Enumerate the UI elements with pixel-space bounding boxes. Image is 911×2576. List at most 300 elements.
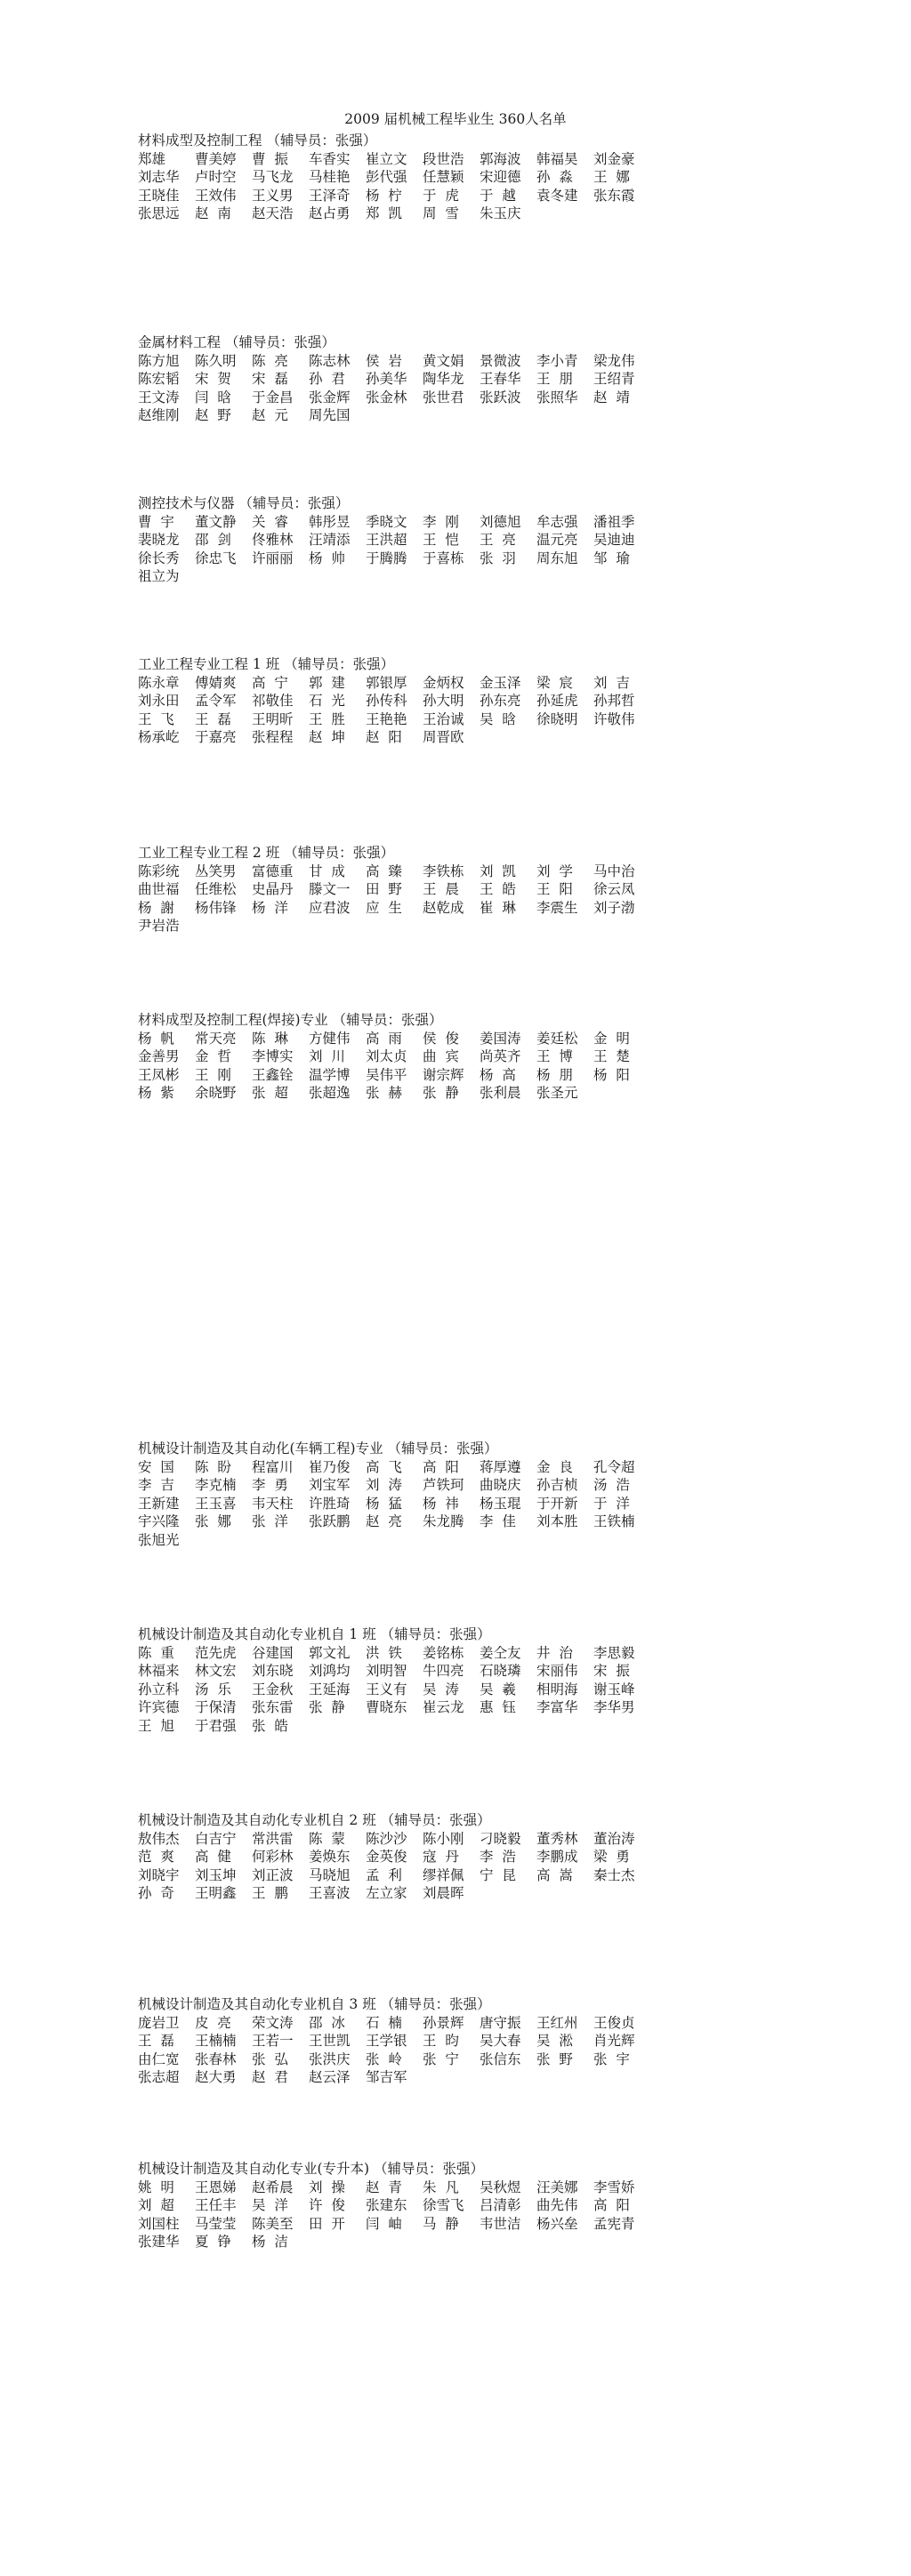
name-list bbox=[138, 1644, 650, 1736]
student-name: 荣文涛 bbox=[252, 2014, 294, 2031]
student-name: 周 雪 bbox=[423, 205, 459, 221]
student-name: 刘子渤 bbox=[593, 899, 635, 916]
student-name: 陈志林 bbox=[309, 352, 351, 369]
student-name: 王 旭 bbox=[138, 1717, 174, 1734]
name-list bbox=[138, 513, 650, 586]
student-name: 温学博 bbox=[309, 1066, 351, 1083]
student-name: 孙邦哲 bbox=[593, 693, 635, 709]
student-name: 寇 丹 bbox=[423, 1849, 459, 1865]
student-name: 陈 琳 bbox=[252, 1030, 288, 1047]
student-name: 汪美娜 bbox=[536, 2179, 578, 2195]
student-name: 王春华 bbox=[480, 371, 521, 387]
student-name: 姚 明 bbox=[138, 2179, 174, 2195]
student-name: 滕文一 bbox=[309, 881, 351, 897]
student-name: 曹 振 bbox=[252, 150, 288, 167]
student-name: 杨 帅 bbox=[309, 550, 345, 566]
student-name: 张建华 bbox=[138, 2234, 180, 2250]
student-name: 王 磊 bbox=[138, 2033, 174, 2049]
student-name: 张程程 bbox=[252, 729, 294, 745]
student-name: 敖伟杰 bbox=[138, 1830, 180, 1847]
student-name: 赵云泽 bbox=[309, 2069, 351, 2085]
student-name: 洪 铁 bbox=[366, 1644, 402, 1661]
student-name: 丛笑男 bbox=[195, 863, 237, 879]
student-name: 王玉喜 bbox=[195, 1495, 237, 1512]
student-name: 李 勇 bbox=[252, 1477, 288, 1493]
student-name: 陈美至 bbox=[252, 2215, 294, 2232]
student-name: 缪祥佩 bbox=[423, 1866, 464, 1883]
student-name: 张金辉 bbox=[309, 389, 351, 405]
student-name: 杨玉琨 bbox=[480, 1495, 521, 1512]
student-name: 于 虎 bbox=[423, 187, 459, 204]
student-name: 于保清 bbox=[195, 1699, 237, 1715]
student-name: 宁 昆 bbox=[480, 1866, 516, 1883]
section-heading: 材料成型及控制工程 （辅导员：张强） bbox=[138, 132, 377, 148]
student-name: 刘晨晖 bbox=[423, 1885, 464, 1901]
student-name: 郑 凯 bbox=[366, 205, 402, 221]
student-name: 裴晓龙 bbox=[138, 532, 180, 548]
student-name: 秦士杰 bbox=[593, 1866, 635, 1883]
student-name: 王效伟 bbox=[195, 187, 237, 204]
student-name: 吴迪迪 bbox=[593, 532, 635, 548]
student-name: 张 超 bbox=[252, 1085, 288, 1101]
student-name: 于君强 bbox=[195, 1717, 237, 1734]
student-name: 张旭光 bbox=[138, 1531, 180, 1548]
student-name: 陈 重 bbox=[138, 1644, 174, 1661]
student-name: 牛四亮 bbox=[423, 1663, 464, 1679]
student-name: 杨 猛 bbox=[366, 1495, 402, 1512]
student-name: 姜廷松 bbox=[536, 1030, 578, 1047]
student-name: 刘明智 bbox=[366, 1663, 407, 1679]
student-name: 张思远 bbox=[138, 205, 180, 221]
student-name: 王 博 bbox=[536, 1048, 573, 1064]
student-name: 宋 贺 bbox=[195, 371, 231, 387]
student-name: 许丽丽 bbox=[252, 550, 294, 566]
student-name: 王晓佳 bbox=[138, 187, 180, 204]
student-name: 李 刚 bbox=[423, 513, 459, 530]
student-name: 徐长秀 bbox=[138, 550, 180, 566]
student-name: 刘鸿均 bbox=[309, 1663, 351, 1679]
student-name: 高 飞 bbox=[366, 1458, 402, 1475]
student-name: 孙延虎 bbox=[536, 693, 578, 709]
student-name: 姜焕东 bbox=[309, 1849, 351, 1865]
student-name: 张世君 bbox=[423, 389, 464, 405]
student-name: 曲世福 bbox=[138, 881, 180, 897]
student-name: 宋 振 bbox=[593, 1663, 630, 1679]
student-name: 宇兴隆 bbox=[138, 1513, 180, 1529]
student-name: 尹岩浩 bbox=[138, 918, 180, 934]
student-name: 闫 岫 bbox=[366, 2215, 402, 2232]
student-name: 王恩娣 bbox=[195, 2179, 237, 2195]
student-name: 左立家 bbox=[366, 1885, 407, 1901]
student-name: 佟雅林 bbox=[252, 532, 294, 548]
student-name: 吴 羲 bbox=[480, 1681, 516, 1697]
student-name: 吴大春 bbox=[480, 2033, 521, 2049]
student-name: 刘志华 bbox=[138, 169, 180, 185]
student-name: 王任丰 bbox=[195, 2197, 237, 2213]
name-list bbox=[138, 1030, 650, 1103]
student-name: 王红州 bbox=[536, 2014, 578, 2031]
student-name: 金 良 bbox=[536, 1458, 573, 1475]
student-name: 吴 洋 bbox=[252, 2197, 288, 2213]
student-name: 田 野 bbox=[366, 881, 402, 897]
student-name: 孙 君 bbox=[309, 371, 345, 387]
student-name: 金英俊 bbox=[366, 1849, 407, 1865]
student-name: 陈久明 bbox=[195, 352, 237, 369]
student-name: 马莹莹 bbox=[195, 2215, 237, 2232]
student-name: 李雪娇 bbox=[593, 2179, 635, 2195]
section-mechanical-class-3 bbox=[138, 1995, 672, 2087]
student-name: 王 飞 bbox=[138, 710, 174, 727]
student-name: 杨承屹 bbox=[138, 729, 180, 745]
student-name: 由仁宽 bbox=[138, 2050, 180, 2067]
student-name: 张 野 bbox=[536, 2050, 573, 2067]
student-name: 汪靖添 bbox=[309, 532, 351, 548]
student-name: 王文涛 bbox=[138, 389, 180, 405]
student-name: 陈永章 bbox=[138, 674, 180, 691]
student-name: 石 楠 bbox=[366, 2014, 402, 2031]
student-name: 芦铁珂 bbox=[423, 1477, 464, 1493]
student-name: 关 睿 bbox=[252, 513, 288, 530]
student-name: 王 阳 bbox=[536, 881, 573, 897]
student-name: 肖光辉 bbox=[593, 2033, 635, 2049]
student-name: 王 刚 bbox=[195, 1066, 231, 1083]
student-name: 张照华 bbox=[536, 389, 578, 405]
student-name: 韦天柱 bbox=[252, 1495, 294, 1512]
name-list bbox=[138, 352, 650, 425]
student-name: 梁龙伟 bbox=[593, 352, 635, 369]
student-name: 何彩林 bbox=[252, 1849, 294, 1865]
student-name: 杨 朋 bbox=[536, 1066, 573, 1083]
student-name: 宋丽伟 bbox=[536, 1663, 578, 1679]
student-name: 田 开 bbox=[309, 2215, 345, 2232]
student-name: 杨 洋 bbox=[252, 899, 288, 916]
student-name: 孙东亮 bbox=[480, 693, 521, 709]
student-name: 卢时空 bbox=[195, 169, 237, 185]
student-name: 孙 奇 bbox=[138, 1885, 174, 1901]
student-name: 高 阳 bbox=[423, 1458, 459, 1475]
student-name: 于金昌 bbox=[252, 389, 294, 405]
student-name: 姜铭栋 bbox=[423, 1644, 464, 1661]
student-name: 董治涛 bbox=[593, 1830, 635, 1847]
student-name: 刘永田 bbox=[138, 693, 180, 709]
student-name: 曹 宇 bbox=[138, 513, 174, 530]
section-heading: 金属材料工程 （辅导员：张强） bbox=[138, 334, 335, 350]
student-name: 徐忠飞 bbox=[195, 550, 237, 566]
student-name: 刘 凯 bbox=[480, 863, 516, 879]
student-name: 刘晓宇 bbox=[138, 1866, 180, 1883]
student-name: 徐晓明 bbox=[536, 710, 578, 727]
student-name: 赵 坤 bbox=[309, 729, 345, 745]
student-name: 张 静 bbox=[423, 1085, 459, 1101]
student-name: 张东雷 bbox=[252, 1699, 294, 1715]
student-name: 周先国 bbox=[309, 407, 351, 423]
student-name: 吴 淞 bbox=[536, 2033, 573, 2049]
student-name: 李震生 bbox=[536, 899, 578, 916]
section-mechanical-upgrade bbox=[138, 2160, 672, 2251]
student-name: 王 鹏 bbox=[252, 1885, 288, 1901]
student-name: 谢玉峰 bbox=[593, 1681, 635, 1697]
student-name: 董秀林 bbox=[536, 1830, 578, 1847]
student-name: 刘德旭 bbox=[480, 513, 521, 530]
student-name: 王凤彬 bbox=[138, 1066, 180, 1083]
student-name: 孙 淼 bbox=[536, 169, 573, 185]
section-heading: 材料成型及控制工程(焊接)专业 （辅导员：张强） bbox=[138, 1012, 443, 1028]
student-name: 陈 亮 bbox=[252, 352, 288, 369]
student-name: 汤 乐 bbox=[195, 1681, 231, 1697]
student-name: 赵 阳 bbox=[366, 729, 402, 745]
student-name: 张 静 bbox=[309, 1699, 345, 1715]
student-name: 季晓文 bbox=[366, 513, 407, 530]
student-name: 史晶丹 bbox=[252, 881, 294, 897]
student-name: 王 磊 bbox=[195, 710, 231, 727]
student-name: 祁敬佳 bbox=[252, 693, 294, 709]
section-heading: 机械设计制造及其自动化专业机自 2 班 （辅导员：张强） bbox=[138, 1812, 491, 1828]
student-name: 应 生 bbox=[366, 899, 402, 916]
student-name: 张跃波 bbox=[480, 389, 521, 405]
student-name: 张春林 bbox=[195, 2050, 237, 2067]
student-name: 皮 亮 bbox=[195, 2014, 231, 2031]
student-name: 杨 紫 bbox=[138, 1085, 174, 1101]
student-name: 杨 高 bbox=[480, 1066, 516, 1083]
student-name: 陶华龙 bbox=[423, 371, 464, 387]
student-name: 曹晓东 bbox=[366, 1699, 407, 1715]
student-name: 汤 浩 bbox=[593, 1477, 630, 1493]
student-name: 赵 青 bbox=[366, 2179, 402, 2195]
student-name: 马 静 bbox=[423, 2215, 459, 2232]
student-name: 刘宝军 bbox=[309, 1477, 351, 1493]
student-name: 刘 涛 bbox=[366, 1477, 402, 1493]
student-name: 张 岭 bbox=[366, 2050, 402, 2067]
student-name: 傅婧爽 bbox=[195, 674, 237, 691]
student-name: 邵 剑 bbox=[195, 532, 231, 548]
student-name: 陈方旭 bbox=[138, 352, 180, 369]
section-heading: 测控技术与仪器 （辅导员：张强） bbox=[138, 495, 350, 511]
student-name: 宋迎德 bbox=[480, 169, 521, 185]
student-name: 陈小刚 bbox=[423, 1830, 464, 1847]
student-name: 曲晓庆 bbox=[480, 1477, 521, 1493]
student-name: 徐云凤 bbox=[593, 881, 635, 897]
student-name: 陈宏韬 bbox=[138, 371, 180, 387]
student-name: 赵希晨 bbox=[252, 2179, 294, 2195]
student-name: 杨 洁 bbox=[252, 2234, 288, 2250]
student-name: 赵 靖 bbox=[593, 389, 630, 405]
student-name: 尚英齐 bbox=[480, 1048, 521, 1064]
student-name: 李 浩 bbox=[480, 1849, 516, 1865]
student-name: 刘 川 bbox=[309, 1048, 345, 1064]
student-name: 林福来 bbox=[138, 1663, 180, 1679]
student-name: 高 嵩 bbox=[536, 1866, 573, 1883]
student-name: 石晓璘 bbox=[480, 1663, 521, 1679]
name-list bbox=[138, 1830, 650, 1903]
student-name: 金 哲 bbox=[195, 1048, 231, 1064]
student-name: 车香实 bbox=[309, 150, 351, 167]
student-name: 崔 琳 bbox=[480, 899, 516, 916]
student-name: 王 昀 bbox=[423, 2033, 459, 2049]
student-name: 金炳权 bbox=[423, 674, 464, 691]
student-name: 张 羽 bbox=[480, 550, 516, 566]
student-name: 郭海波 bbox=[480, 150, 521, 167]
student-name: 孙传科 bbox=[366, 693, 407, 709]
student-name: 李 佳 bbox=[480, 1513, 516, 1529]
student-name: 杨 謝 bbox=[138, 899, 174, 916]
student-name: 张跃鹏 bbox=[309, 1513, 351, 1529]
student-name: 孟宪青 bbox=[593, 2215, 635, 2232]
student-name: 景微波 bbox=[480, 352, 521, 369]
student-name: 富德重 bbox=[252, 863, 294, 879]
student-name: 吴 晗 bbox=[480, 710, 516, 727]
student-name: 李铁栋 bbox=[423, 863, 464, 879]
section-mechanical-class-1 bbox=[138, 1625, 672, 1735]
student-name: 韩彤昱 bbox=[309, 513, 351, 530]
student-name: 王洪超 bbox=[366, 532, 407, 548]
student-name: 孟 利 bbox=[366, 1866, 402, 1883]
student-name: 李富华 bbox=[536, 1699, 578, 1715]
student-name: 邹 瑜 bbox=[593, 550, 630, 566]
section-mechanical-class-2 bbox=[138, 1811, 672, 1903]
student-name: 王若一 bbox=[252, 2033, 294, 2049]
student-name: 李鹏成 bbox=[536, 1849, 578, 1865]
student-name: 林文宏 bbox=[195, 1663, 237, 1679]
student-name: 孔令超 bbox=[593, 1458, 635, 1475]
student-name: 朱 凡 bbox=[423, 2179, 459, 2195]
student-name: 黄文娟 bbox=[423, 352, 464, 369]
student-name: 刘 操 bbox=[309, 2179, 345, 2195]
student-name: 杨伟锋 bbox=[195, 899, 237, 916]
student-name: 韦世洁 bbox=[480, 2215, 521, 2232]
student-name: 金善男 bbox=[138, 1048, 180, 1064]
section-industrial-engineering-1 bbox=[138, 655, 672, 747]
student-name: 朱玉庆 bbox=[480, 205, 521, 221]
student-name: 李华男 bbox=[593, 1699, 635, 1715]
student-name: 王铁楠 bbox=[593, 1513, 635, 1529]
student-name: 闫 晗 bbox=[195, 389, 231, 405]
student-name: 温元亮 bbox=[536, 532, 578, 548]
student-name: 金玉泽 bbox=[480, 674, 521, 691]
student-name: 郭文礼 bbox=[309, 1644, 351, 1661]
student-name: 张 赫 bbox=[366, 1085, 402, 1101]
student-name: 甘 成 bbox=[309, 863, 345, 879]
student-name: 董文静 bbox=[195, 513, 237, 530]
student-name: 张利晨 bbox=[480, 1085, 521, 1101]
section-heading: 工业工程专业工程 1 班 （辅导员：张强） bbox=[138, 656, 395, 672]
student-name: 张东霞 bbox=[593, 187, 635, 204]
student-name: 马桂艳 bbox=[309, 169, 351, 185]
student-name: 张 皓 bbox=[252, 1717, 288, 1734]
section-heading: 工业工程专业工程 2 班 （辅导员：张强） bbox=[138, 845, 395, 861]
student-name: 宋 磊 bbox=[252, 371, 288, 387]
student-name: 张建东 bbox=[366, 2197, 407, 2213]
student-name: 赵大勇 bbox=[195, 2069, 237, 2085]
student-name: 曹美婷 bbox=[195, 150, 237, 167]
student-name: 张金林 bbox=[366, 389, 407, 405]
student-name: 王延海 bbox=[309, 1681, 351, 1697]
student-name: 许 俊 bbox=[309, 2197, 345, 2213]
student-name: 牟志强 bbox=[536, 513, 578, 530]
student-name: 曲 宾 bbox=[423, 1048, 459, 1064]
student-name: 任慧颖 bbox=[423, 169, 464, 185]
student-name: 赵占勇 bbox=[309, 205, 351, 221]
student-name: 任维松 bbox=[195, 881, 237, 897]
name-list bbox=[138, 863, 650, 935]
student-name: 刘国柱 bbox=[138, 2215, 180, 2232]
student-name: 高 宁 bbox=[252, 674, 288, 691]
student-name: 孟令军 bbox=[195, 693, 237, 709]
name-list bbox=[138, 1458, 650, 1550]
student-name: 马晓旭 bbox=[309, 1866, 351, 1883]
student-name: 郭 建 bbox=[309, 674, 345, 691]
student-name: 陈 蒙 bbox=[309, 1830, 345, 1847]
student-name: 杨 帆 bbox=[138, 1030, 174, 1047]
student-name: 许敬伟 bbox=[593, 710, 635, 727]
section-heading: 机械设计制造及其自动化专业机自 3 班 （辅导员：张强） bbox=[138, 1996, 491, 2012]
student-name: 梁 宸 bbox=[536, 674, 573, 691]
student-name: 张 娜 bbox=[195, 1513, 231, 1529]
student-name: 潘祖季 bbox=[593, 513, 635, 530]
student-name: 程富川 bbox=[252, 1458, 294, 1475]
student-name: 刘太贞 bbox=[366, 1048, 407, 1064]
student-name: 张 宇 bbox=[593, 2050, 630, 2067]
student-name: 惠 钰 bbox=[480, 1699, 516, 1715]
section-welding bbox=[138, 1011, 672, 1103]
student-name: 石 光 bbox=[309, 693, 345, 709]
student-name: 梁 勇 bbox=[593, 1849, 630, 1865]
student-name: 张信东 bbox=[480, 2050, 521, 2067]
student-name: 王 胜 bbox=[309, 710, 345, 727]
student-name: 夏 铮 bbox=[195, 2234, 231, 2250]
student-name: 王 晨 bbox=[423, 881, 459, 897]
student-name: 马中治 bbox=[593, 863, 635, 879]
student-name: 许宾德 bbox=[138, 1699, 180, 1715]
student-name: 邹吉军 bbox=[366, 2069, 407, 2085]
student-name: 杨 柠 bbox=[366, 187, 402, 204]
student-name: 王鑫铨 bbox=[252, 1066, 294, 1083]
student-name: 刘玉坤 bbox=[195, 1866, 237, 1883]
student-name: 王 恺 bbox=[423, 532, 459, 548]
document-title: 2009 届机械工程毕业生 360人名单 bbox=[344, 111, 567, 127]
student-name: 范 爽 bbox=[138, 1849, 174, 1865]
student-name: 金 明 bbox=[593, 1030, 630, 1047]
student-name: 常天亮 bbox=[195, 1030, 237, 1047]
student-name: 于 越 bbox=[480, 187, 516, 204]
student-name: 张志超 bbox=[138, 2069, 180, 2085]
student-name: 王 亮 bbox=[480, 532, 516, 548]
student-name: 高 健 bbox=[195, 1849, 231, 1865]
student-name: 孙吉桢 bbox=[536, 1477, 578, 1493]
student-name: 朱龙腾 bbox=[423, 1513, 464, 1529]
student-name: 王楠楠 bbox=[195, 2033, 237, 2049]
student-name: 赵 野 bbox=[195, 407, 231, 423]
student-name: 王俊贞 bbox=[593, 2014, 635, 2031]
student-name: 刘本胜 bbox=[536, 1513, 578, 1529]
student-name: 刘 学 bbox=[536, 863, 573, 879]
student-name: 张超逸 bbox=[309, 1085, 351, 1101]
section-vehicle-engineering bbox=[138, 1440, 672, 1549]
student-name: 王义男 bbox=[252, 187, 294, 204]
student-name: 吴伟平 bbox=[366, 1066, 407, 1083]
student-name: 马飞龙 bbox=[252, 169, 294, 185]
student-name: 刘 吉 bbox=[593, 674, 630, 691]
student-name: 李小青 bbox=[536, 352, 578, 369]
student-name: 邵 冰 bbox=[309, 2014, 345, 2031]
student-name: 徐雪飞 bbox=[423, 2197, 464, 2213]
student-name: 李克楠 bbox=[195, 1477, 237, 1493]
student-name: 孙大明 bbox=[423, 693, 464, 709]
student-name: 赵 元 bbox=[252, 407, 288, 423]
student-name: 王新建 bbox=[138, 1495, 180, 1512]
student-name: 张 弘 bbox=[252, 2050, 288, 2067]
student-name: 赵 亮 bbox=[366, 1513, 402, 1529]
student-name: 谢宗辉 bbox=[423, 1066, 464, 1083]
